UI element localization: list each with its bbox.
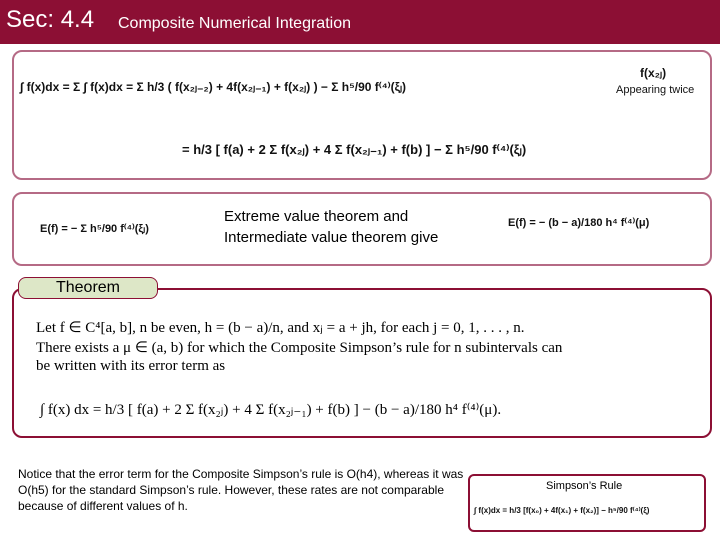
simpsons-rule-label: Simpson’s Rule — [546, 480, 623, 492]
appearing-twice-note: Appearing twice — [616, 84, 695, 96]
slide-title: Composite Numerical Integration — [118, 15, 351, 32]
theorem-line-1: Let f ∈ C⁴[a, b], n be even, h = (b − a)/n, and xⱼ = a + jh, for each j = 0, 1, . . . , n. — [36, 320, 525, 336]
appearing-term: f(x₂ⱼ) — [640, 66, 667, 80]
error-term-sum: E(f) = − Σ h⁵/90 f⁽⁴⁾(ξⱼ) — [40, 223, 149, 235]
derivation-line-1: ∫ f(x)dx = Σ ∫ f(x)dx = Σ h/3 ( f(x₂ⱼ₋₂) + 4f(x₂ⱼ₋₁) + f(x₂ⱼ) ) − Σ h⁵/90 f⁽⁴⁾(ξⱼ) — [20, 80, 407, 94]
theorem-line-2: There exists a μ ∈ (a, b) for which the Composite Simpson’s rule for n subintervals can — [36, 340, 563, 356]
title-bar — [0, 0, 720, 44]
theorem-formula: ∫ f(x) dx = h/3 [ f(a) + 2 Σ f(x₂ⱼ) + 4 Σ f(x₂ⱼ₋₁) + f(b) ] − (b − a)/180 h⁴ f⁽⁴⁾(μ). — [40, 402, 502, 418]
theorem-line-3: be written with its error term as — [36, 358, 226, 374]
simpsons-rule-formula: ∫ f(x)dx = h/3 [f(x₀) + 4f(x₁) + f(x₂)] − h⁵/90 f⁽⁴⁾(ξ) — [474, 506, 650, 515]
theorem-tab: Theorem — [18, 277, 158, 299]
section-number: Sec: 4.4 — [6, 6, 95, 33]
derivation-line-2: = h/3 [ f(a) + 2 Σ f(x₂ⱼ) + 4 Σ f(x₂ⱼ₋₁) + f(b) ] − Σ h⁵/90 f⁽⁴⁾(ξⱼ) — [182, 142, 527, 157]
error-term-result: E(f) = − (b − a)/180 h⁴ f⁽⁴⁾(μ) — [508, 217, 650, 229]
extreme-value-text: Extreme value theorem and Intermediate value theorem give — [224, 208, 439, 246]
derivation-box — [12, 50, 712, 180]
error-order-note: Notice that the error term for the Composite Simpson’s rule is O(h4), whereas it was O(h5) for the standard Simpson’s rule. However, these rates are not comparable because of different values of h. — [18, 467, 464, 513]
